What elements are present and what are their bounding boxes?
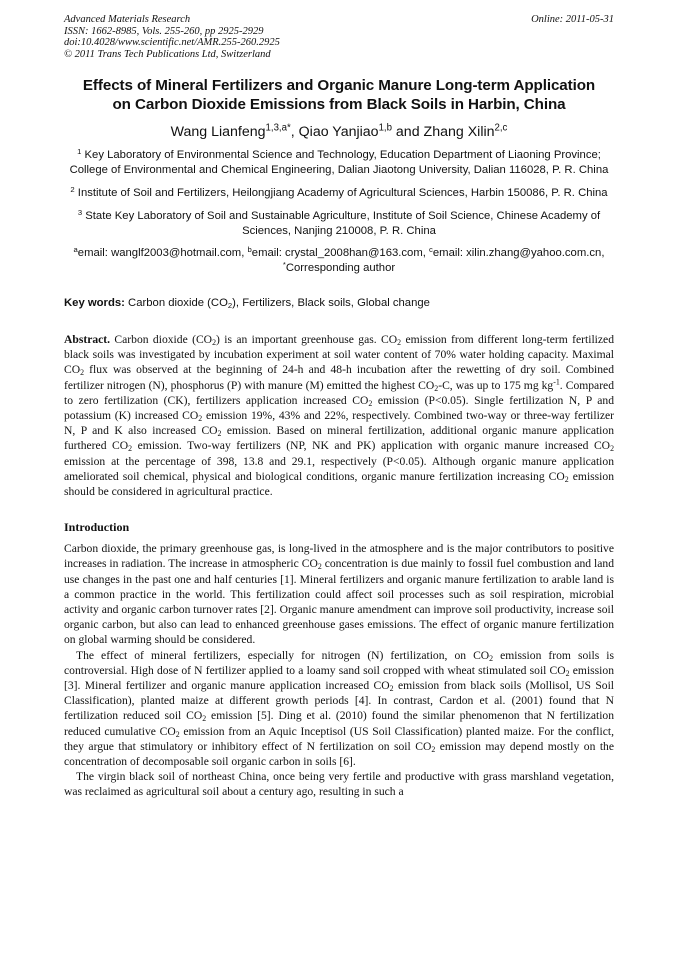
paragraph — [64, 769, 614, 799]
abstract-text: emission at the percentage of 398, 13.8 and 29.1, respectively (P<0.05). Although organic manure application ameliorated soil chemical, physical and biological conditions, organic manure fertilization increasing CO — [64, 454, 614, 483]
issn-line: ISSN: 1662-8985, Vols. 255-260, pp 2925-2929 — [64, 25, 264, 37]
keywords — [64, 296, 614, 311]
paragraph-text: concentration is due mainly to fossil fuel combustion and land use changes in the past one and half centuries [1]. Mineral fertilizers and organic manure fertilization to arable land is a common practice in the world. This fertilization could affect soil processes such as soil respiration, microbial activity and organic carbon turnover rates [2]. Organic manure amendment can improve soil productivity, increase soil organic carbon, but also can lead to enhanced greenhouse gases emissions. The effect of organic manure fertilization on global warming should be considered. — [64, 557, 614, 647]
subscript: 2 — [564, 474, 569, 484]
subscript: 2 — [431, 744, 436, 754]
abstract-text: Carbon dioxide (CO — [110, 333, 213, 346]
email-mark: a — [73, 244, 78, 254]
keywords-text: Carbon dioxide (CO — [124, 297, 228, 309]
subscript: 2 — [489, 653, 494, 663]
email-mark: b — [247, 244, 252, 254]
paragraph — [64, 648, 614, 770]
superscript: -1 — [553, 377, 560, 387]
online-date: Online: 2011-05-31 — [531, 14, 614, 25]
email-list — [64, 246, 614, 276]
subscript: 2 — [202, 714, 207, 724]
subscript: 2 — [368, 398, 373, 408]
abstract-label: Abstract. — [64, 333, 111, 346]
journal-header — [64, 14, 614, 60]
affiliation-2 — [64, 186, 614, 201]
subscript: 2 — [212, 337, 216, 347]
copyright-line: © 2011 Trans Tech Publications Ltd, Switzerland — [64, 48, 271, 60]
doi-line: doi:10.4028/www.scientific.net/AMR.255-260.2925 — [64, 37, 280, 48]
author-superscript: 1,b — [378, 122, 392, 134]
subscript: 2 — [227, 300, 233, 310]
affiliation-text: Key Laboratory of Environmental Science and Technology, Education Department of Liaoning Province; College of Environmental and Chemical Engineering, Dalian Jiaotong University, Dalian 116028, P. R. China — [69, 149, 609, 176]
paragraph-text: The virgin black soil of northeast China, once being very fertile and productive with grass marshland vegetation, was reclaimed as agricultural soil about a century ago, resulting in such a — [64, 770, 614, 799]
introduction-heading: Introduction — [64, 520, 130, 535]
subscript: 2 — [565, 668, 570, 678]
author-name: Qiao Yanjiao — [298, 124, 379, 140]
paragraph-text: The effect of mineral fertilizers, especially for nitrogen (N) fertilization, on CO — [76, 648, 490, 662]
subscript: 2 — [610, 444, 614, 454]
subscript: 2 — [198, 413, 203, 423]
paragraph-text: emission from black soils (Mollisol, US Soil Classification), planted maize at different growth periods [4]. In contrast, Cardon et al. (2001) found that N fertilization reduced soil CO — [64, 679, 615, 723]
keywords-text: ), Fertilizers, Black soils, Global change — [232, 297, 430, 309]
author-name: Zhang Xilin — [423, 124, 495, 140]
abstract-text: emission. Two-way fertilizers (NP, NK and PK) application with organic manure increased CO — [132, 439, 611, 453]
subscript: 2 — [434, 383, 439, 393]
email-text: email: xilin.zhang@yahoo.com.cn, — [432, 247, 605, 259]
abstract-text: emission from different long-term fertilized black soils was investigated by incubation experiment at soil water content of 70% water holding capacity. Maximal CO — [64, 333, 614, 377]
subscript: 2 — [217, 429, 222, 439]
title-line-1: Effects of Mineral Fertilizers and Organic Manure Long-term Application — [82, 77, 596, 94]
paragraph-text: emission from soils is controversial. High dose of N fertilizer applied to a loamy sand soil cropped with wheat stimulated soil CO — [64, 648, 614, 677]
abstract-text: emission (P<0.05). Single fertilization N, P and potassium (K) increased CO — [64, 393, 614, 423]
title-line-2: on Carbon Dioxide Emissions from Black Soils in Harbin, China — [112, 96, 566, 113]
journal-name: Advanced Materials Research — [64, 14, 191, 25]
affiliation-mark: 2 — [70, 184, 75, 194]
paragraph-text: Carbon dioxide, the primary greenhouse gas, is long-lived in the atmosphere and is the major contributors to positive increases in radiation. The increase in atmospheric CO — [64, 542, 614, 571]
corresponding-mark: * — [282, 259, 286, 269]
abstract-text: emission should be considered in agricultural practice. — [64, 469, 615, 499]
corresponding-text: Corresponding author — [285, 262, 396, 274]
affiliation-text: Institute of Soil and Fertilizers, Heilongjiang Academy of Agricultural Sciences, Harbin 150086, P. R. China — [74, 187, 608, 199]
subscript: 2 — [128, 444, 133, 454]
abstract — [64, 332, 614, 499]
email-text: email: crystal_2008han@163.com, — [251, 247, 430, 259]
affiliation-mark: 3 — [77, 207, 83, 217]
author-name: Wang Lianfeng — [170, 124, 266, 140]
subscript: 2 — [389, 684, 394, 694]
subscript: 2 — [317, 562, 322, 572]
author-separator: , — [290, 124, 299, 140]
subscript: 2 — [175, 729, 180, 739]
affiliation-mark: 1 — [77, 146, 82, 156]
keywords-label: Key words: — [64, 297, 125, 309]
paragraph-text: emission from an Aquic Inceptisol (US Soil Classification) planted maize. For the conflict, they argue that stimulatory or inhibitory effect of N fertilization on soil CO — [64, 724, 614, 753]
author-list — [64, 123, 614, 141]
affiliation-3 — [64, 209, 614, 239]
affiliation-1 — [64, 148, 614, 178]
author-superscript: 2,c — [494, 122, 508, 134]
paragraph-text: emission may depend mostly on the concentration of decomposable soil organic carbon in soils [6]. — [64, 739, 614, 769]
paragraph-text: emission [5]. Ding et al. (2010) found the similar phenomenon that N fertilization reduced cumulative CO — [64, 709, 615, 738]
author-superscript: 1,3,a* — [265, 122, 291, 134]
subscript: 2 — [397, 337, 402, 347]
abstract-text: -C, was up to 175 mg kg — [438, 378, 554, 392]
email-mark: c — [429, 244, 433, 254]
affiliation-text: State Key Laboratory of Soil and Sustainable Agriculture, Institute of Soil Science, Chinese Academy of Sciences, Nanjing 210008, P. R. China — [82, 210, 601, 237]
abstract-text: . Compared to zero fertilization (CK), fertilizers application increased CO — [64, 378, 615, 407]
abstract-text: emission 19%, 43% and 22%, respectively. Combined two-way or three-way fertilizer N, P and K also increased CO — [64, 409, 614, 438]
author-separator: and — [391, 124, 424, 140]
paragraph — [64, 541, 614, 647]
paragraph-text: emission [3]. Mineral fertilizer and organic manure application increased CO — [64, 663, 614, 693]
email-text: email: wanglf2003@hotmail.com, — [77, 247, 248, 259]
abstract-text: ) is an important greenhouse gas. CO — [216, 333, 398, 346]
abstract-text: flux was observed at the beginning of 24-h and 48-h incubation after the rewetting of dry soil. Combined fertilizer nitrogen (N), phosphorus (P) with manure (M) emitted the highest CO — [64, 363, 614, 392]
abstract-text: emission. Based on mineral fertilization, additional organic manure application furthered CO — [64, 424, 614, 453]
subscript: 2 — [80, 368, 85, 378]
paper-title — [64, 76, 614, 114]
